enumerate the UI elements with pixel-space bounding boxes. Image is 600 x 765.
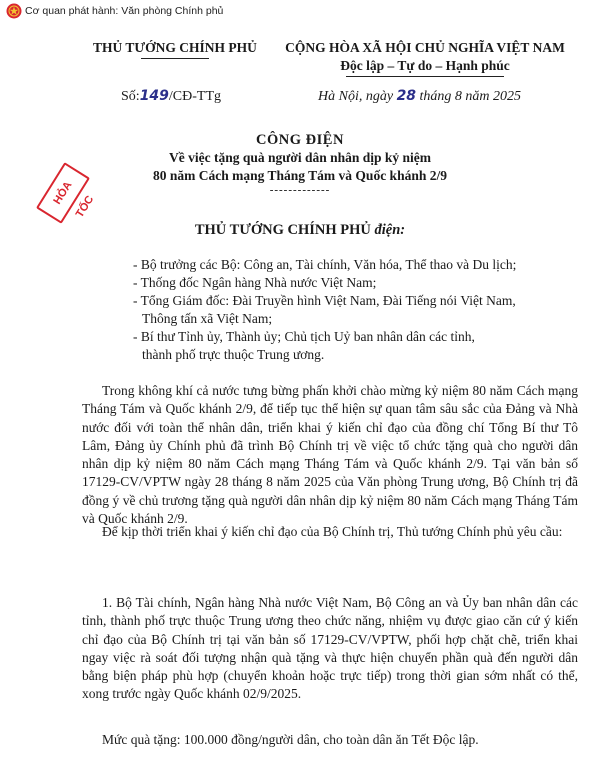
date-day: 28 [396,88,417,104]
document-type: CÔNG ĐIỆN [256,132,344,148]
issuing-authority-title: THỦ TƯỚNG CHÍNH PHỦ [93,40,257,55]
document-subject-line-1: Về việc tặng quà người dân nhân dịp kỷ niệm [168,150,432,165]
right-divider [346,76,504,77]
recipient-item: - Tổng Giám đốc: Đài Truyền hình Việt Nam, Đài Tiếng nói Việt Nam, [133,293,516,308]
salutation-main: THỦ TƯỚNG CHÍNH PHỦ [194,222,371,238]
body-paragraph-gift-amount: Mức quà tặng: 100.000 đồng/người dân, cho toàn dân ăn Tết Độc lập. [102,732,479,747]
issuer-text: Cơ quan phát hành: Văn phòng Chính phủ [25,5,224,17]
national-title: CỘNG HÒA XÃ HỘI CHỦ NGHĨA VIỆT NAM [285,40,565,55]
salutation [100,222,500,239]
date-prefix: Hà Nội, ngày [318,89,394,104]
issuing-authority [80,40,270,59]
date-line [318,88,521,105]
recipient-item-continuation: thành phố trực thuộc Trung ương. [142,347,325,362]
recipient-item: - Thống đốc Ngân hàng Nhà nước Việt Nam; [133,275,377,290]
document-number-prefix: Số: [121,89,140,104]
document-number [121,88,221,105]
recipient-item: - Bộ trưởng các Bộ: Công an, Tài chính, Văn hóa, Thể thao và Du lịch; [133,257,517,272]
national-header [272,40,578,77]
national-emblem-icon [6,3,22,19]
date-suffix: tháng 8 năm 2025 [419,89,522,104]
recipient-list [133,256,573,364]
national-motto: Độc lập – Tự do – Hạnh phúc [340,58,510,73]
body-paragraph-request: Để kịp thời triển khai ý kiến chỉ đạo của Bộ Chính trị, Thủ tướng Chính phủ yêu cầu: [102,524,563,539]
title-underline: ------------- [269,184,331,196]
issuer-bar [0,0,600,24]
document-subject-line-2: 80 năm Cách mạng Tháng Tám và Quốc khánh 2/9 [153,168,447,183]
document-number-value: 149 [139,88,169,104]
salutation-suffix: điện: [374,222,406,238]
left-divider [141,58,209,59]
document-number-suffix: /CĐ-TTg [168,89,222,104]
recipient-item-continuation: Thông tấn xã Việt Nam; [142,311,273,326]
recipient-item: - Bí thư Tỉnh ủy, Thành ủy; Chủ tịch Uỷ ban nhân dân các tỉnh, [133,329,475,344]
body-paragraph-item-1: 1. Bộ Tài chính, Ngân hàng Nhà nước Việt Nam, Bộ Công an và Ủy ban nhân dân các tỉnh, thành phố trực thuộc Trung ương theo chức năng, nhiệm vụ được giao căn cứ ý kiến chỉ đạo của Bộ Chính trị tại văn bản số 17129-CV/VPTW, phối hợp chặt chẽ, triển khai ngay việc rà soát đối tượng nhận quà tặng và thực hiện chuyển phần quà đến người dân bằng biện pháp phù hợp (chuyển khoản hoặc trực tiếp) trong thời gian sớm nhất có thể, xong trước ngày Quốc khánh 02/9/2025. [82,595,578,702]
document-title [100,132,500,195]
urgent-stamp: HỎA TỐC [36,162,90,224]
body-paragraph-context: Trong không khí cả nước tưng bừng phấn khởi chào mừng kỷ niệm 80 năm Cách mạng Tháng Tám và Quốc khánh 2/9, để tiếp tục thể hiện sự quan tâm sâu sắc của Đảng và Nhà nước đối với toàn thể nhân dân, triển khai ý kiến chỉ đạo của đồng chí Tổng Bí thư Tô Lâm, Đảng ủy Chính phủ đã trình Bộ Chính trị về việc tổ chức tặng quà cho người dân nhân dịp kỷ niệm 80 năm Cách mạng Tháng Tám và Quốc khánh 2/9. Tại văn bản số 17129-CV/VPTW ngày 28 tháng 8 năm 2025 của Văn phòng Trung ương, Bộ Chính trị đã đồng ý về chủ trương tặng quà người dân nhân dịp kỷ niệm 80 năm Cách mạng Tháng Tám và Quốc khánh 2/9. [82,383,578,527]
